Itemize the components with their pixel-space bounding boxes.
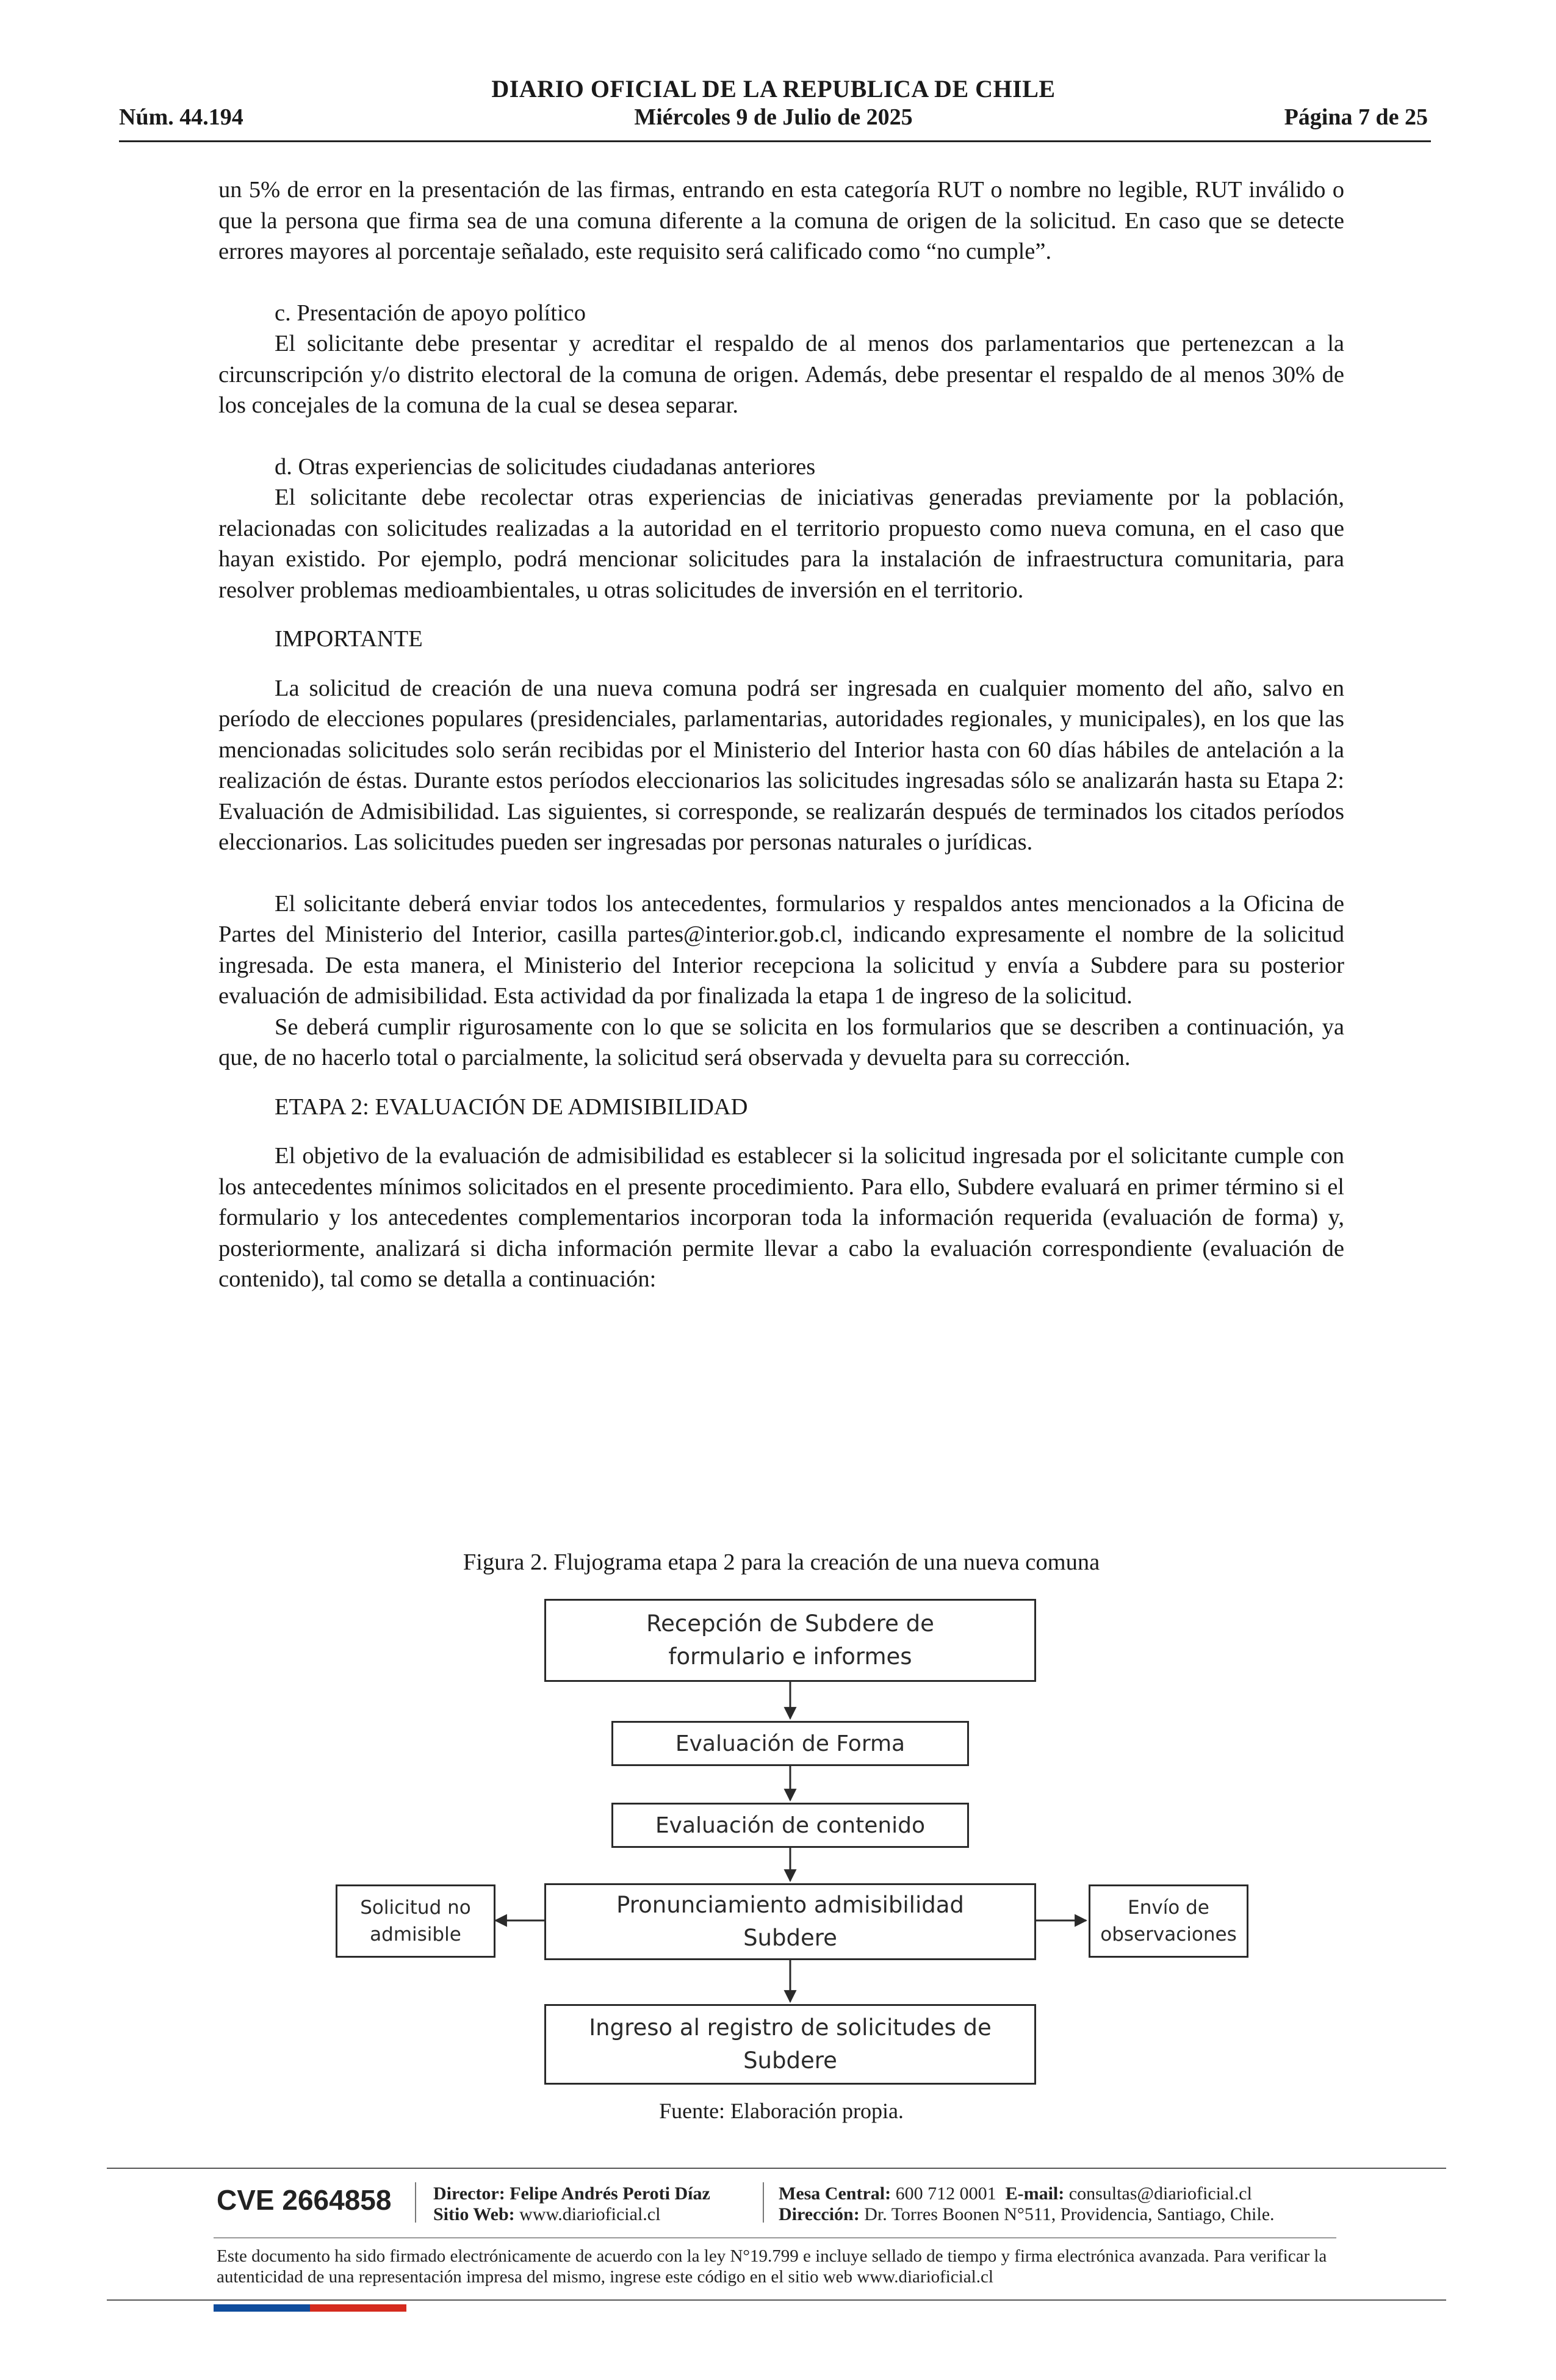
box-observaciones: Envío de observaciones — [1089, 1884, 1248, 1958]
box-evaluacion-forma: Evaluación de Forma — [611, 1721, 969, 1766]
issue-number: Núm. 44.194 — [119, 104, 243, 130]
etapa2-text: El objetivo de la evaluación de admisibilidad es establecer si la solicitud ingresada por el solicitante cumple con los antecedentes mínimos solicitados en el presente procedimiento. Para ello, Subdere evaluará en primer término si el formulario y los antecedentes complementarios incorporan toda la información requerida (evaluación de forma) y, posteriormente, analizará si dicha información permite llevar a cabo la evaluación correspondiente (evaluación de contenido), tal como se detalla a continuación: — [218, 1143, 1344, 1292]
page-header — [119, 74, 1428, 145]
important-paragraph-2: El solicitante deberá enviar todos los antecedentes, formularios y respaldos antes mencionados a la Oficina de Partes del Ministerio del Interior, casilla partes@interior.gob.cl, indicando expresamente el nombre de la solicitud ingresada. De esta manera, el Ministerio del Interior recepciona la solicitud y envía a Subdere para su posterior evaluación de admisibilidad. Esta actividad da por finalizada la etapa 1 de ingreso de la solicitud. — [218, 890, 1344, 1009]
page-number: Página 7 de 25 — [1284, 104, 1428, 130]
flag-bar-blue — [214, 2304, 310, 2312]
section-c-heading: c. Presentación de apoyo político — [275, 300, 586, 326]
box-registro: Ingreso al registro de solicitudes de Subdere — [544, 2004, 1036, 2085]
document-body — [218, 175, 1344, 1295]
section-d-heading: d. Otras experiencias de solicitudes ciudadanas anteriores — [275, 453, 816, 480]
publication-title: DIARIO OFICIAL DE LA REPUBLICA DE CHILE — [491, 75, 1056, 103]
important-paragraph-1: La solicitud de creación de una nueva comuna podrá ser ingresada en cualquier momento del año, salvo en período de elecciones populares (presidenciales, parlamentarias, autoridades regionales, y municipales), en los que las mencionadas solicitudes solo serán recibidas por el Ministerio del Interior hasta con 60 días hábiles de antelación a la realización de éstas. Durante estos períodos eleccionarios las solicitudes ingresadas sólo se analizarán hasta su Etapa 2: Evaluación de Admisibilidad. Las siguientes, si corresponde, se realizarán después de terminados los citados períodos eleccionarios. Las solicitudes pueden ser ingresadas por personas naturales o jurídicas. — [218, 675, 1344, 855]
mesa-label: Mesa Central: — [779, 2183, 891, 2204]
flowchart — [330, 1599, 1245, 2075]
mesa-value: 600 712 0001 — [895, 2183, 996, 2204]
issue-date: Miércoles 9 de Julio de 2025 — [634, 104, 913, 130]
director-value: Felipe Andrés Peroti Díaz — [510, 2183, 710, 2204]
footer-separator — [763, 2182, 764, 2223]
section-d-text: El solicitante debe recolectar otras experiencias de iniciativas generadas previamente por la población, relacionadas con solicitudes realizadas a la autoridad en el territorio propuesto como nueva comuna, en el caso que hayan existido. Por ejemplo, podrá mencionar solicitudes para la instalación de infraestructura comunitaria, para resolver problemas medioambientales, u otras solicitudes de inversión en el territorio. — [218, 485, 1344, 603]
box-pronunciamiento: Pronunciamiento admisibilidad Subdere — [544, 1883, 1036, 1960]
etapa2-heading: ETAPA 2: EVALUACIÓN DE ADMISIBILIDAD — [275, 1094, 748, 1120]
footer-rule-top — [107, 2168, 1446, 2169]
important-paragraph-3: Se deberá cumplir rigurosamente con lo que se solicita en los formularios que se describen a continuación, ya que, de no hacerlo total o parcialmente, la solicitud será observada y devuelta para su corrección. — [218, 1014, 1344, 1070]
footer-director-block — [433, 2183, 710, 2225]
direccion-value: Dr. Torres Boonen N°511, Providencia, Santiago, Chile. — [864, 2204, 1275, 2224]
header-rule — [119, 140, 1431, 142]
direccion-label: Dirección: — [779, 2204, 860, 2224]
director-label: Director: — [433, 2183, 505, 2204]
web-value[interactable]: www.diarioficial.cl — [519, 2204, 661, 2224]
box-no-admisible: Solicitud no admisible — [336, 1884, 495, 1958]
footer-contact-block — [779, 2183, 1275, 2225]
section-c-text: El solicitante debe presentar y acreditar el respaldo de al menos dos parlamentarios que pertenezcan a la circunscripción y/o distrito electoral de la comuna de origen. Además, debe presentar el respaldo de al menos 30% de los concejales de la comuna de la cual se desea separar. — [218, 331, 1344, 418]
box-evaluacion-contenido: Evaluación de contenido — [611, 1803, 969, 1848]
email-value[interactable]: consultas@diarioficial.cl — [1068, 2183, 1252, 2204]
footer-separator — [415, 2182, 416, 2223]
figure-source: Fuente: Elaboración propia. — [659, 2099, 904, 2123]
legal-notice: Este documento ha sido firmado electrónicamente de acuerdo con la ley N°19.799 e incluye sellado de tiempo y firma electrónica avanzada. Para verificar la autenticidad de una representación impresa del mismo, ingrese este código en el sitio web www.diarioficial.cl — [217, 2246, 1327, 2287]
footer-rule-bottom — [107, 2299, 1446, 2301]
important-heading: IMPORTANTE — [275, 626, 423, 652]
web-label: Sitio Web: — [433, 2204, 515, 2224]
figure-caption: Figura 2. Flujograma etapa 2 para la creación de una nueva comuna — [463, 1549, 1100, 1575]
box-recepcion: Recepción de Subdere de formulario e informes — [544, 1599, 1036, 1682]
email-label: E-mail: — [1005, 2183, 1065, 2204]
footer-rule-middle — [214, 2237, 1336, 2238]
paragraph-firmas: un 5% de error en la presentación de las firmas, entrando en esta categoría RUT o nombre no legible, RUT inválido o que la persona que firma sea de una comuna diferente a la comuna de origen de la solicitud. En caso que se detecte errores mayores al porcentaje señalado, este requisito será calificado como “no cumple”. — [218, 177, 1344, 264]
cve-code: CVE 2664858 — [217, 2184, 392, 2216]
flag-bar-red — [310, 2304, 406, 2312]
